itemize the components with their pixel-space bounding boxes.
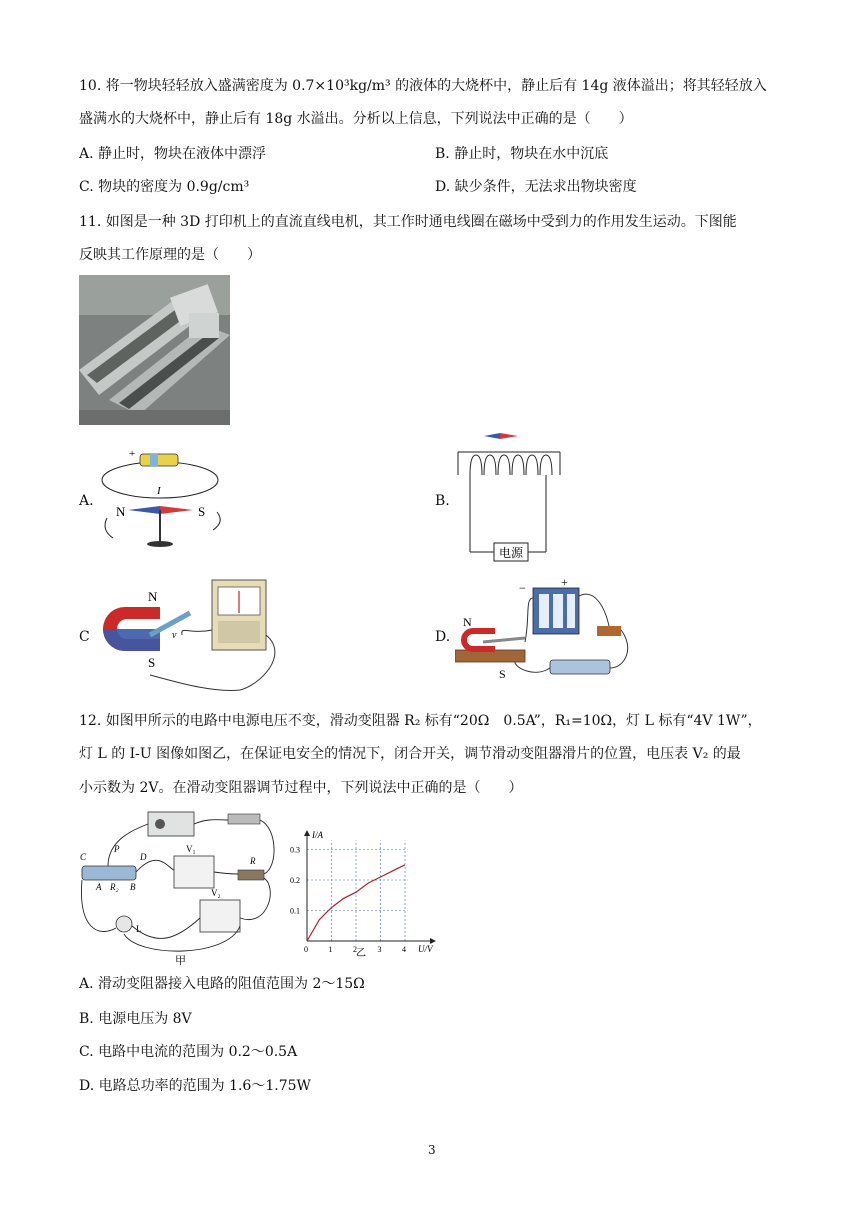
q11-label-d: D.	[435, 629, 451, 645]
graph-caption: 乙	[356, 948, 366, 958]
svg-text:+: +	[129, 448, 136, 460]
svg-text:电源: 电源	[499, 546, 524, 560]
svg-text:甲: 甲	[175, 955, 186, 967]
svg-text:R: R	[250, 856, 256, 866]
q12-option-d: D. 电路总功率的范围为 1.6～1.75W	[79, 1078, 311, 1094]
oersted-experiment-figure	[95, 440, 235, 555]
page-number: 3	[428, 1143, 436, 1157]
motor-principle-figure	[455, 578, 635, 688]
svg-text:S: S	[198, 504, 206, 519]
svg-text:D: D	[140, 852, 147, 862]
x-tick-label: 3	[377, 945, 382, 954]
q10-option-c: C. 物块的密度为 0.9g/cm³	[79, 179, 250, 195]
svg-text:v: v	[172, 630, 177, 641]
q12-option-b: B. 电源电压为 8V	[79, 1011, 192, 1027]
q11-label-a: A.	[79, 493, 94, 509]
svg-text:+: +	[561, 578, 568, 589]
q12-stem-line2: 灯 L 的 I-U 图像如图乙，在保证电安全的情况下，闭合开关，调节滑动变阻器滑片的位置，电压表 V₂ 的最	[79, 746, 741, 762]
y-tick-label: 0.1	[290, 906, 300, 916]
x-tick-label: 2	[353, 945, 357, 954]
q11-stem-line2: 反映其工作原理的是（ ）	[79, 247, 261, 263]
svg-text:V₁: V₁	[186, 844, 196, 854]
svg-text:C: C	[80, 852, 87, 862]
q10-stem-line1: 10. 将一物块轻轻放入盛满密度为 0.7×10³kg/m³ 的液体的大烧杯中，静止后有 14g 液体溢出；将其轻轻放入	[79, 78, 767, 94]
q10-option-b: B. 静止时，物块在水中沉底	[435, 146, 609, 162]
q12-option-c: C. 电路中电流的范围为 0.2～0.5A	[79, 1044, 298, 1060]
svg-text:S: S	[148, 655, 156, 670]
svg-text:N: N	[148, 589, 158, 604]
circuit-figure-jia	[78, 808, 290, 968]
q12-stem-line1: 12. 如图甲所示的电路中电源电压不变，滑动变阻器 R₂ 标有“20Ω 0.5A”，R₁=10Ω，灯 L 标有“4V 1W”，	[79, 713, 762, 729]
q12-stem-line3: 小示数为 2V。在滑动变阻器调节过程中，下列说法中正确的是（ ）	[79, 780, 523, 796]
y-tick-label: 0.3	[290, 845, 300, 855]
y-tick-label: 0.2	[290, 876, 300, 885]
y-axis-label: I/A	[312, 830, 323, 840]
q12-option-a: A. 滑动变阻器接入电路的阻值范围为 2～15Ω	[79, 976, 365, 992]
svg-text:V₂: V₂	[211, 888, 221, 898]
linear-motor-photo	[79, 275, 230, 425]
svg-text:L: L	[136, 924, 142, 934]
x-tick-label: 0	[304, 945, 308, 954]
svg-text:N: N	[463, 615, 472, 629]
iu-graph	[290, 828, 440, 958]
q10-option-a: A. 静止时，物块在液体中漂浮	[79, 146, 267, 162]
svg-text:A: A	[96, 882, 102, 892]
svg-text:−: −	[519, 581, 526, 595]
q10-stem-line2: 盛满水的大烧杯中，静止后有 18g 水溢出。分析以上信息，下列说法中正确的是（ ）	[79, 111, 633, 127]
svg-text:I: I	[157, 485, 161, 497]
q11-label-c: C	[79, 629, 90, 645]
solenoid-figure	[448, 430, 578, 565]
electromagnetic-induction-figure	[90, 575, 280, 695]
q10-option-d: D. 缺少条件，无法求出物块密度	[435, 179, 637, 195]
svg-text:S: S	[499, 667, 506, 681]
x-tick-label: 1	[328, 945, 333, 954]
svg-text:N: N	[116, 504, 126, 519]
x-tick-label: 4	[402, 945, 406, 954]
q11-stem-line1: 11. 如图是一种 3D 打印机上的直流直线电机，其工作时通电线圈在磁场中受到力的作用发生运动。下图能	[79, 214, 737, 230]
q11-label-b: B.	[435, 493, 450, 509]
svg-text:R₂: R₂	[110, 882, 119, 892]
x-axis-label: U/V	[418, 944, 433, 954]
svg-text:B: B	[130, 882, 136, 892]
svg-text:P: P	[114, 844, 120, 854]
